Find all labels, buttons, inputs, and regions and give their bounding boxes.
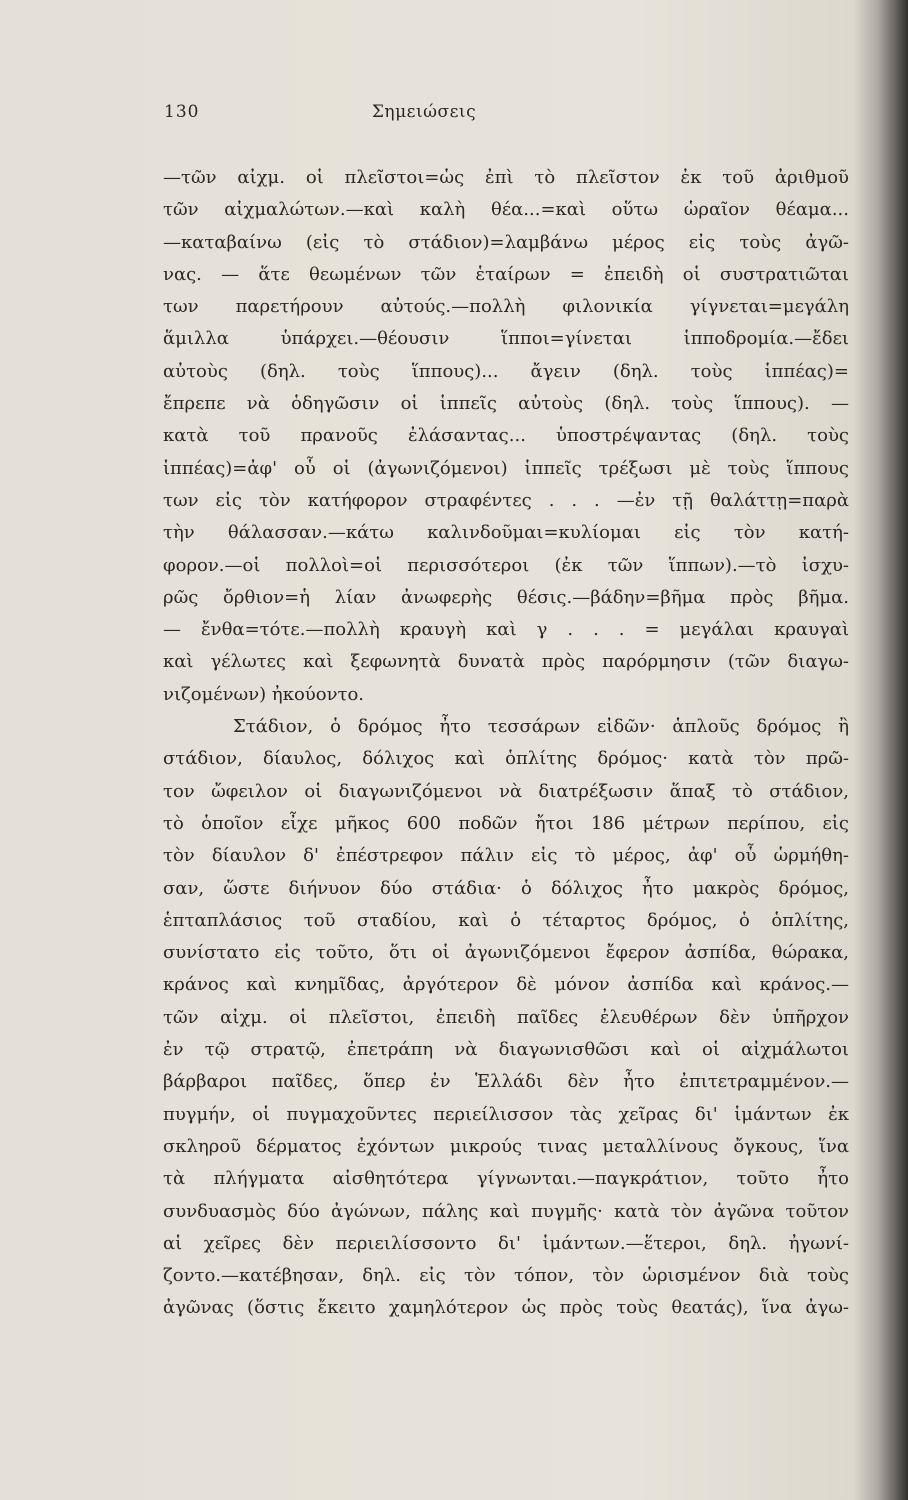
text-line: σκληροῦ δέρματος ἐχόντων μικρούς τινας μεταλλίνους ὄγκους, ἵνα [163, 1135, 849, 1157]
page-number: 130 [164, 102, 200, 122]
text-line: ρῶς ὄρθιον=ἡ λίαν ἀνωφερὴς θέσις.—βάδην=βῆμα πρὸς βῆμα. [163, 586, 849, 608]
text-line: ἐν τῷ στρατῷ, ἐπετράπη νὰ διαγωνισθῶσι καὶ οἱ αἰχμάλωτοι [163, 1039, 849, 1061]
text-line: —τῶν αἰχμ. οἱ πλεῖστοι=ὡς ἐπὶ τὸ πλεῖστον ἐκ τοῦ ἀριθμοῦ [163, 167, 849, 188]
text-line: καὶ γέλωτες καὶ ξεφωνητὰ δυνατὰ πρὸς παρόρμησιν (τῶν διαγω- [163, 651, 849, 673]
text-line: τὴν θάλασσαν.—κάτω καλινδοῦμαι=κυλίομαι εἰς τὸν κατή- [163, 522, 849, 544]
text-line: συνδυασμὸς δύο ἀγώνων, πάλης καὶ πυγμῆς· κατὰ τὸν ἀγῶνα τοῦτον [163, 1200, 849, 1222]
text-line: ἔπρεπε νὰ ὁδηγῶσιν οἱ ἱππεῖς αὐτοὺς (δηλ. τοὺς ἵππους). — [163, 393, 849, 415]
body-text [163, 162, 849, 1325]
text-line: τὸ ὁποῖον εἶχε μῆκος 600 ποδῶν ἤτοι 186 μέτρων περίπου, εἰς [163, 812, 849, 834]
text-line: νας. — ἅτε θεωμένων τῶν ἑταίρων = ἐπειδὴ οἱ συστρατιῶται [163, 263, 849, 285]
text-line: ἀγῶνας (ὅστις ἔκειτο χαμηλότερον ὡς πρὸς τοὺς θεατάς), ἵνα ἀγω- [163, 1297, 849, 1319]
text-line: τὰ πλήγματα αἰσθητότερα γίγνωνται.—παγκράτιον, τοῦτο ἦτο [163, 1168, 849, 1190]
running-head: Σημειώσεις [371, 102, 477, 122]
text-line: βάρβαροι παῖδες, ὅπερ ἐν Ἑλλάδι δὲν ἦτο ἐπιτετραμμένον.— [163, 1071, 849, 1093]
text-line: — ἔνθα=τότε.—πολλὴ κραυγὴ καὶ γ . . . = μεγάλαι κραυγαὶ [163, 619, 849, 641]
page-edge-shadow [878, 0, 908, 1500]
text-line: στάδιον, δίαυλος, δόλιχος καὶ ὁπλίτης δρόμος· κατὰ τὸν πρῶ- [163, 748, 849, 770]
text-line: σαν, ὥστε διήνυον δύο στάδια· ὁ δόλιχος ἦτο μακρὸς δρόμος, [163, 877, 849, 899]
text-line: των εἰς τὸν κατήφορον στραφέντες . . . —ἐν τῇ θαλάττῃ=παρὰ [163, 489, 849, 511]
text-line: πυγμήν, οἱ πυγμαχοῦντες περιείλισσον τὰς χεῖρας δι' ἱμάντων ἐκ [163, 1103, 849, 1125]
text-line: τῶν αἰχμαλώτων.—καὶ καλὴ θέα...=καὶ οὕτω ὡραῖον θέαμα... [163, 199, 849, 221]
text-line: —καταβαίνω (εἰς τὸ στάδιον)=λαμβάνω μέρος εἰς τοὺς ἀγῶ- [163, 231, 849, 253]
text-line: συνίστατο εἰς τοῦτο, ὅτι οἱ ἀγωνιζόμενοι ἔφερον ἀσπίδα, θώρακα, [163, 942, 849, 964]
text-line: φορον.—οἱ πολλοὶ=οἱ περισσότεροι (ἐκ τῶν ἵππων).—τὸ ἰσχυ- [163, 554, 849, 576]
text-line: ἅμιλλα ὑπάρχει.—θέουσιν ἵπποι=γίνεται ἱπποδρομία.—ἔδει [163, 328, 849, 350]
text-line: ζοντο.—κατέβησαν, δηλ. εἰς τὸν τόπον, τὸν ὡρισμένον διὰ τοὺς [163, 1265, 849, 1287]
text-line: αὐτοὺς (δηλ. τοὺς ἵππους)... ἄγειν (δηλ. τοὺς ἱππέας)= [163, 360, 849, 382]
text-line: αἱ χεῖρες δὲν περιειλίσσοντο δι' ἱμάντων.—ἕτεροι, δηλ. ἠγωνί- [163, 1232, 849, 1254]
text-line: κράνος καὶ κνημῖδας, ἀργότερον δὲ μόνον ἀσπίδα καὶ κράνος.— [163, 974, 849, 996]
text-line: τον ὤφειλον οἱ διαγωνιζόμενοι νὰ διατρέξωσιν ἅπαξ τὸ στάδιον, [163, 780, 849, 802]
text-line: νιζομένων) ἠκούοντο. [163, 683, 365, 705]
text-line: ἱππέας)=ἀφ' οὗ οἱ (ἀγωνιζόμενοι) ἱππεῖς τρέξωσι μὲ τοὺς ἵππους [163, 457, 849, 479]
text-line: των παρετήρουν αὐτούς.—πολλὴ φιλονικία γίγνεται=μεγάλη [163, 296, 849, 318]
text-line: τὸν δίαυλον δ' ἐπέστρεφον πάλιν εἰς τὸ μέρος, ἀφ' οὗ ὡρμήθη- [163, 845, 849, 867]
text-line: Στάδιον, ὁ δρόμος ἦτο τεσσάρων εἰδῶν· ἁπλοῦς δρόμος ἢ [233, 716, 849, 738]
text-line: τῶν αἰχμ. οἱ πλεῖστοι, ἐπειδὴ παῖδες ἐλευθέρων δὲν ὑπῆρχον [163, 1006, 849, 1028]
page-header [164, 102, 844, 132]
text-line: ἑπταπλάσιος τοῦ σταδίου, καὶ ὁ τέταρτος δρόμος, ὁ ὁπλίτης, [163, 909, 849, 931]
text-line: κατὰ τοῦ πρανοῦς ἐλάσαντας... ὑποστρέψαντας (δηλ. τοὺς [163, 425, 849, 447]
